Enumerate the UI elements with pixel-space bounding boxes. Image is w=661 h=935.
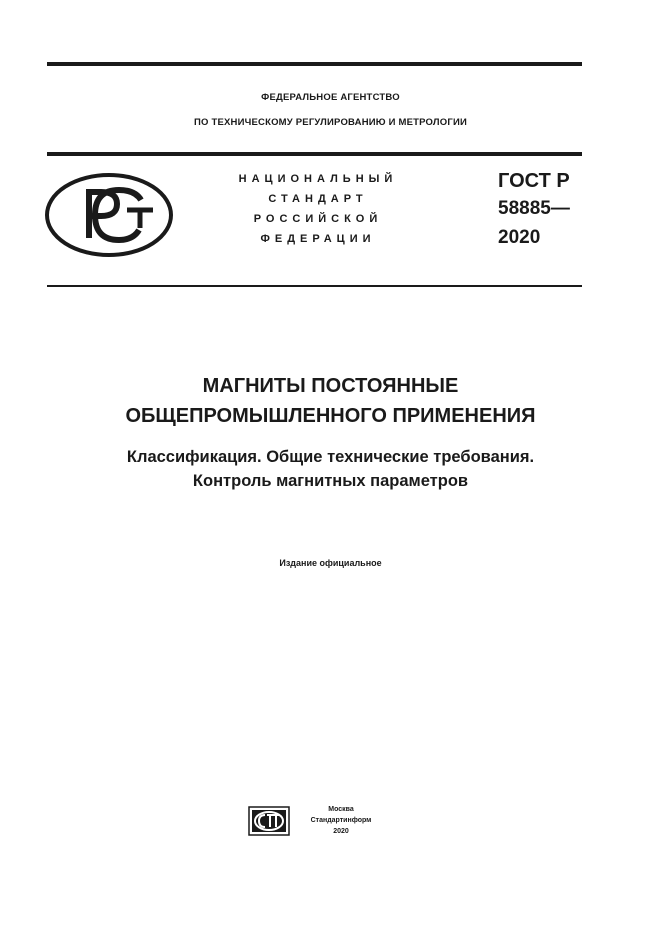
publisher-name: Стандартинформ: [310, 817, 372, 824]
agency-line-2: ПО ТЕХНИЧЕСКОМУ РЕГУЛИРОВАНИЮ И МЕТРОЛОГИИ: [194, 117, 467, 128]
standartinform-logo-icon: [248, 806, 290, 836]
standard-designation-line-1: ГОСТ Р: [498, 170, 570, 192]
document-subtitle-line-1: Классификация. Общие технические требования.: [126, 448, 535, 466]
bottom-rule: [47, 285, 582, 287]
national-line-4: ФЕДЕРАЦИИ: [260, 233, 376, 245]
agency-line-1: ФЕДЕРАЛЬНОЕ АГЕНТСТВО: [261, 92, 400, 103]
edition-label: Издание официальное: [279, 558, 382, 568]
standard-designation-line-2: 58885—: [498, 198, 570, 219]
document-subtitle-line-2: Контроль магнитных параметров: [192, 472, 469, 490]
national-line-3: РОССИЙСКОЙ: [253, 213, 383, 225]
document-title-line-1: МАГНИТЫ ПОСТОЯННЫЕ: [202, 375, 459, 397]
top-rule: [47, 62, 582, 66]
publisher-city: Москва: [328, 806, 354, 813]
publisher-year: 2020: [333, 828, 349, 835]
middle-rule: [47, 152, 582, 156]
rst-certification-mark-icon: [45, 172, 173, 258]
national-line-2: СТАНДАРТ: [268, 193, 368, 205]
standard-designation-line-3: 2020: [498, 227, 541, 248]
document-title-line-2: ОБЩЕПРОМЫШЛЕННОГО ПРИМЕНЕНИЯ: [125, 405, 536, 427]
national-line-1: НАЦИОНАЛЬНЫЙ: [238, 173, 398, 185]
